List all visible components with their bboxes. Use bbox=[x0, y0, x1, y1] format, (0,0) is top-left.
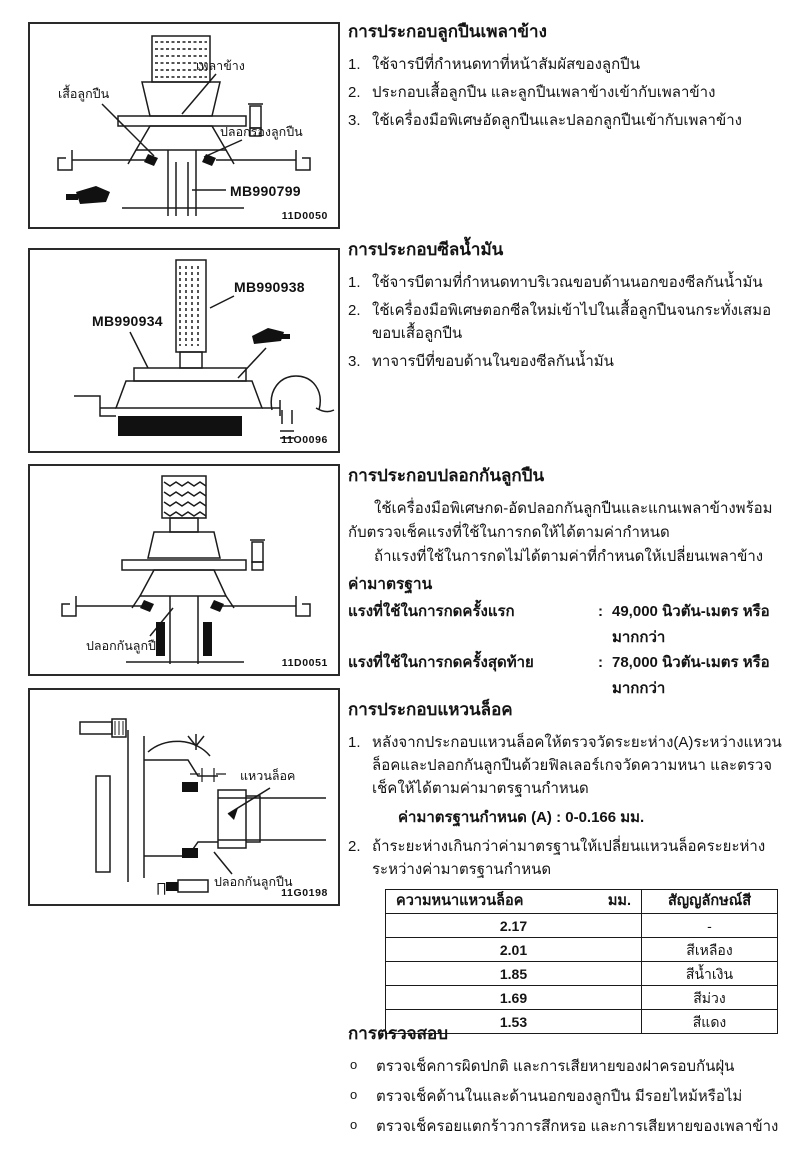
section-title: การประกอบแหวนล็อค bbox=[348, 700, 513, 719]
bullet-text: ตรวจเช็ครอยแตกร้าวการสึกหรอ และการเสียหายของเพลาข้าง bbox=[376, 1118, 779, 1136]
section-title: การประกอบซีลน้ำมัน bbox=[348, 240, 504, 259]
diagram-label-bearing-spacer: ปลอกกันลูกปืน bbox=[214, 875, 293, 889]
section-inspection bbox=[348, 1022, 790, 1145]
color-cell: - bbox=[642, 914, 778, 938]
table-header-row bbox=[386, 890, 778, 914]
section-title: การประกอบปลอกกันลูกปืน bbox=[348, 466, 545, 485]
diagram-label-tool-mb990934: MB990934 bbox=[92, 313, 163, 329]
lock-ring-diagram-icon bbox=[30, 690, 338, 904]
diagram-label-lock-ring: แหวนล็อค bbox=[240, 769, 296, 783]
list-text: ประกอบเสื้อลูกปืน และลูกปืนเพลาข้างเข้ากับเพลาข้าง bbox=[372, 83, 716, 101]
figure-bearing-press bbox=[28, 22, 340, 229]
list-item bbox=[348, 299, 790, 346]
section-spacer-assembly bbox=[348, 464, 790, 701]
list-text: ถ้าระยะห่างเกินกว่าค่ามาตรฐานให้เปลี่ยนแหวนล็อคระยะห่างระหว่างค่ามาตรฐานกำหนด bbox=[372, 837, 766, 879]
color-cell: สีแดง bbox=[642, 1010, 778, 1034]
pi-symbol: ∏ bbox=[156, 880, 167, 895]
table-row bbox=[386, 962, 778, 986]
diagram-label-bearing-housing: เสื้อลูกปืน bbox=[58, 87, 110, 101]
figure-oil-seal-driver bbox=[28, 248, 340, 453]
list-number: 3. bbox=[348, 353, 361, 371]
spec-row bbox=[348, 599, 790, 650]
diagram-label-bearing-spacer: ปลอกรองลูกปืน bbox=[220, 125, 303, 139]
diagram-label-axle-shaft: เพลาข้าง bbox=[196, 59, 245, 73]
thickness-cell: 1.53 bbox=[386, 1010, 642, 1034]
spec-label: แรงที่ใช้ในการกดครั้งสุดท้าย bbox=[348, 654, 534, 672]
color-header-cell: สัญญลักษณ์สี bbox=[642, 890, 778, 914]
list-number: 2. bbox=[348, 301, 361, 319]
standard-value-line: ค่ามาตรฐานกำหนด (A) : 0-0.166 มม. bbox=[398, 809, 645, 827]
list-text: ใช้จารบีตามที่กำหนดทาบริเวณขอบด้านนอกของซีลกันน้ำมัน bbox=[372, 273, 763, 291]
figure-code: 11O0096 bbox=[281, 434, 328, 446]
spec-separator: : bbox=[598, 603, 603, 621]
spec-separator: : bbox=[598, 654, 603, 672]
list-text: ใช้จารบีที่กำหนดทาที่หน้าสัมผัสของลูกปืน bbox=[372, 55, 640, 73]
figure-code: 11D0051 bbox=[281, 657, 328, 669]
paragraph: ใช้เครื่องมือพิเศษกด-อัดปลอกกันลูกปืนและแกนเพลาข้างพร้อมกับตรวจเช็คแรงที่ใช้ในการกดให้ได้ตามค่ากำหนด bbox=[348, 499, 773, 541]
spec-value: 49,000 นิวตัน-เมตร หรือมากกว่า bbox=[612, 603, 770, 646]
thickness-color-table bbox=[385, 889, 778, 1034]
bullet-text: ตรวจเช็คการผิดปกติ และการเสียหายของฝาครอบกันฝุ่น bbox=[376, 1057, 735, 1075]
oil-seal-driver-diagram-icon bbox=[30, 250, 338, 451]
color-cell: สีม่วง bbox=[642, 986, 778, 1010]
thickness-header-label: ความหนาแหวนล็อค bbox=[396, 893, 524, 910]
bullet-marker: o bbox=[350, 1086, 358, 1102]
section-title: การประกอบลูกปืนเพลาข้าง bbox=[348, 22, 547, 41]
color-cell: สีน้ำเงิน bbox=[642, 962, 778, 986]
bullet-text: ตรวจเช็คด้านในและด้านนอกของลูกปืน มีรอยไหม้หรือไม่ bbox=[376, 1087, 743, 1105]
list-text: หลังจากประกอบแหวนล็อคให้ตรวจวัดระยะห่าง(A)ระหว่างแหวนล็อคและปลอกกันลูกปืนด้วยฟิลเลอร์เกจวัดความหนา และตรวจเช็คให้ได้ตามค่ามาตรฐานกำหนด bbox=[372, 733, 782, 798]
list-text: ใช้เครื่องมือพิเศษอัดลูกปืนและปลอกลูกปืนเข้ากับเพลาข้าง bbox=[372, 112, 742, 130]
standard-heading: ค่ามาตรฐาน bbox=[348, 575, 433, 593]
thickness-cell: 2.17 bbox=[386, 914, 642, 938]
list-item bbox=[348, 731, 790, 801]
section-bearing-assembly bbox=[348, 20, 790, 137]
diagram-label-tool-mb990938: MB990938 bbox=[234, 279, 305, 295]
section-title: การตรวจสอบ bbox=[348, 1024, 449, 1043]
diagram-label-bearing-spacer: ปลอกกันลูกปืน bbox=[86, 639, 165, 653]
paragraph: ถ้าแรงที่ใช้ในการกดไม่ได้ตามค่าที่กำหนดให้เปลี่ยนเพลาข้าง bbox=[374, 547, 764, 565]
diagram-label-tool-mb990799: MB990799 bbox=[230, 183, 301, 199]
list-item bbox=[348, 109, 790, 132]
list-item bbox=[348, 350, 790, 373]
thickness-unit-label: มม. bbox=[607, 893, 631, 910]
bullet-marker: o bbox=[350, 1117, 358, 1133]
spec-value: 78,000 นิวตัน-เมตร หรือมากกว่า bbox=[612, 654, 770, 697]
section-lock-ring-assembly bbox=[348, 698, 790, 1034]
list-item bbox=[348, 271, 790, 294]
figure-code: 11D0050 bbox=[281, 210, 328, 222]
spec-label: แรงที่ใช้ในการกดครั้งแรก bbox=[348, 603, 515, 621]
bullet-item bbox=[348, 1085, 790, 1108]
bullet-item bbox=[348, 1055, 790, 1078]
figure-lock-ring-hub bbox=[28, 688, 340, 906]
list-number: 1. bbox=[348, 733, 361, 751]
thickness-cell: 1.85 bbox=[386, 962, 642, 986]
list-number: 1. bbox=[348, 55, 361, 73]
thickness-cell: 2.01 bbox=[386, 938, 642, 962]
figure-code: 11G0198 bbox=[281, 887, 328, 899]
bullet-item bbox=[348, 1115, 790, 1138]
thickness-cell: 1.69 bbox=[386, 986, 642, 1010]
table-row bbox=[386, 986, 778, 1010]
list-number: 2. bbox=[348, 837, 361, 855]
list-item bbox=[348, 81, 790, 104]
bearing-press-diagram-icon bbox=[30, 24, 338, 227]
figure-spacer-press bbox=[28, 464, 340, 676]
list-item bbox=[348, 835, 790, 882]
list-number: 3. bbox=[348, 112, 361, 130]
list-text: ทาจารบีที่ขอบด้านในของซีลกันน้ำมัน bbox=[372, 353, 614, 371]
bullet-marker: o bbox=[350, 1056, 358, 1072]
spec-row bbox=[348, 650, 790, 701]
list-number: 1. bbox=[348, 273, 361, 291]
thickness-header-cell bbox=[386, 890, 642, 914]
section-oil-seal-assembly bbox=[348, 238, 790, 379]
list-number: 2. bbox=[348, 83, 361, 101]
list-item bbox=[348, 53, 790, 76]
table-row bbox=[386, 914, 778, 938]
color-cell: สีเหลือง bbox=[642, 938, 778, 962]
spacer-press-diagram-icon bbox=[30, 466, 338, 674]
list-text: ใช้เครื่องมือพิเศษตอกซีลใหม่เข้าไปในเสื้อลูกปืนจนกระทั่งเสมอขอบเสื้อลูกปืน bbox=[372, 301, 772, 343]
table-row bbox=[386, 938, 778, 962]
